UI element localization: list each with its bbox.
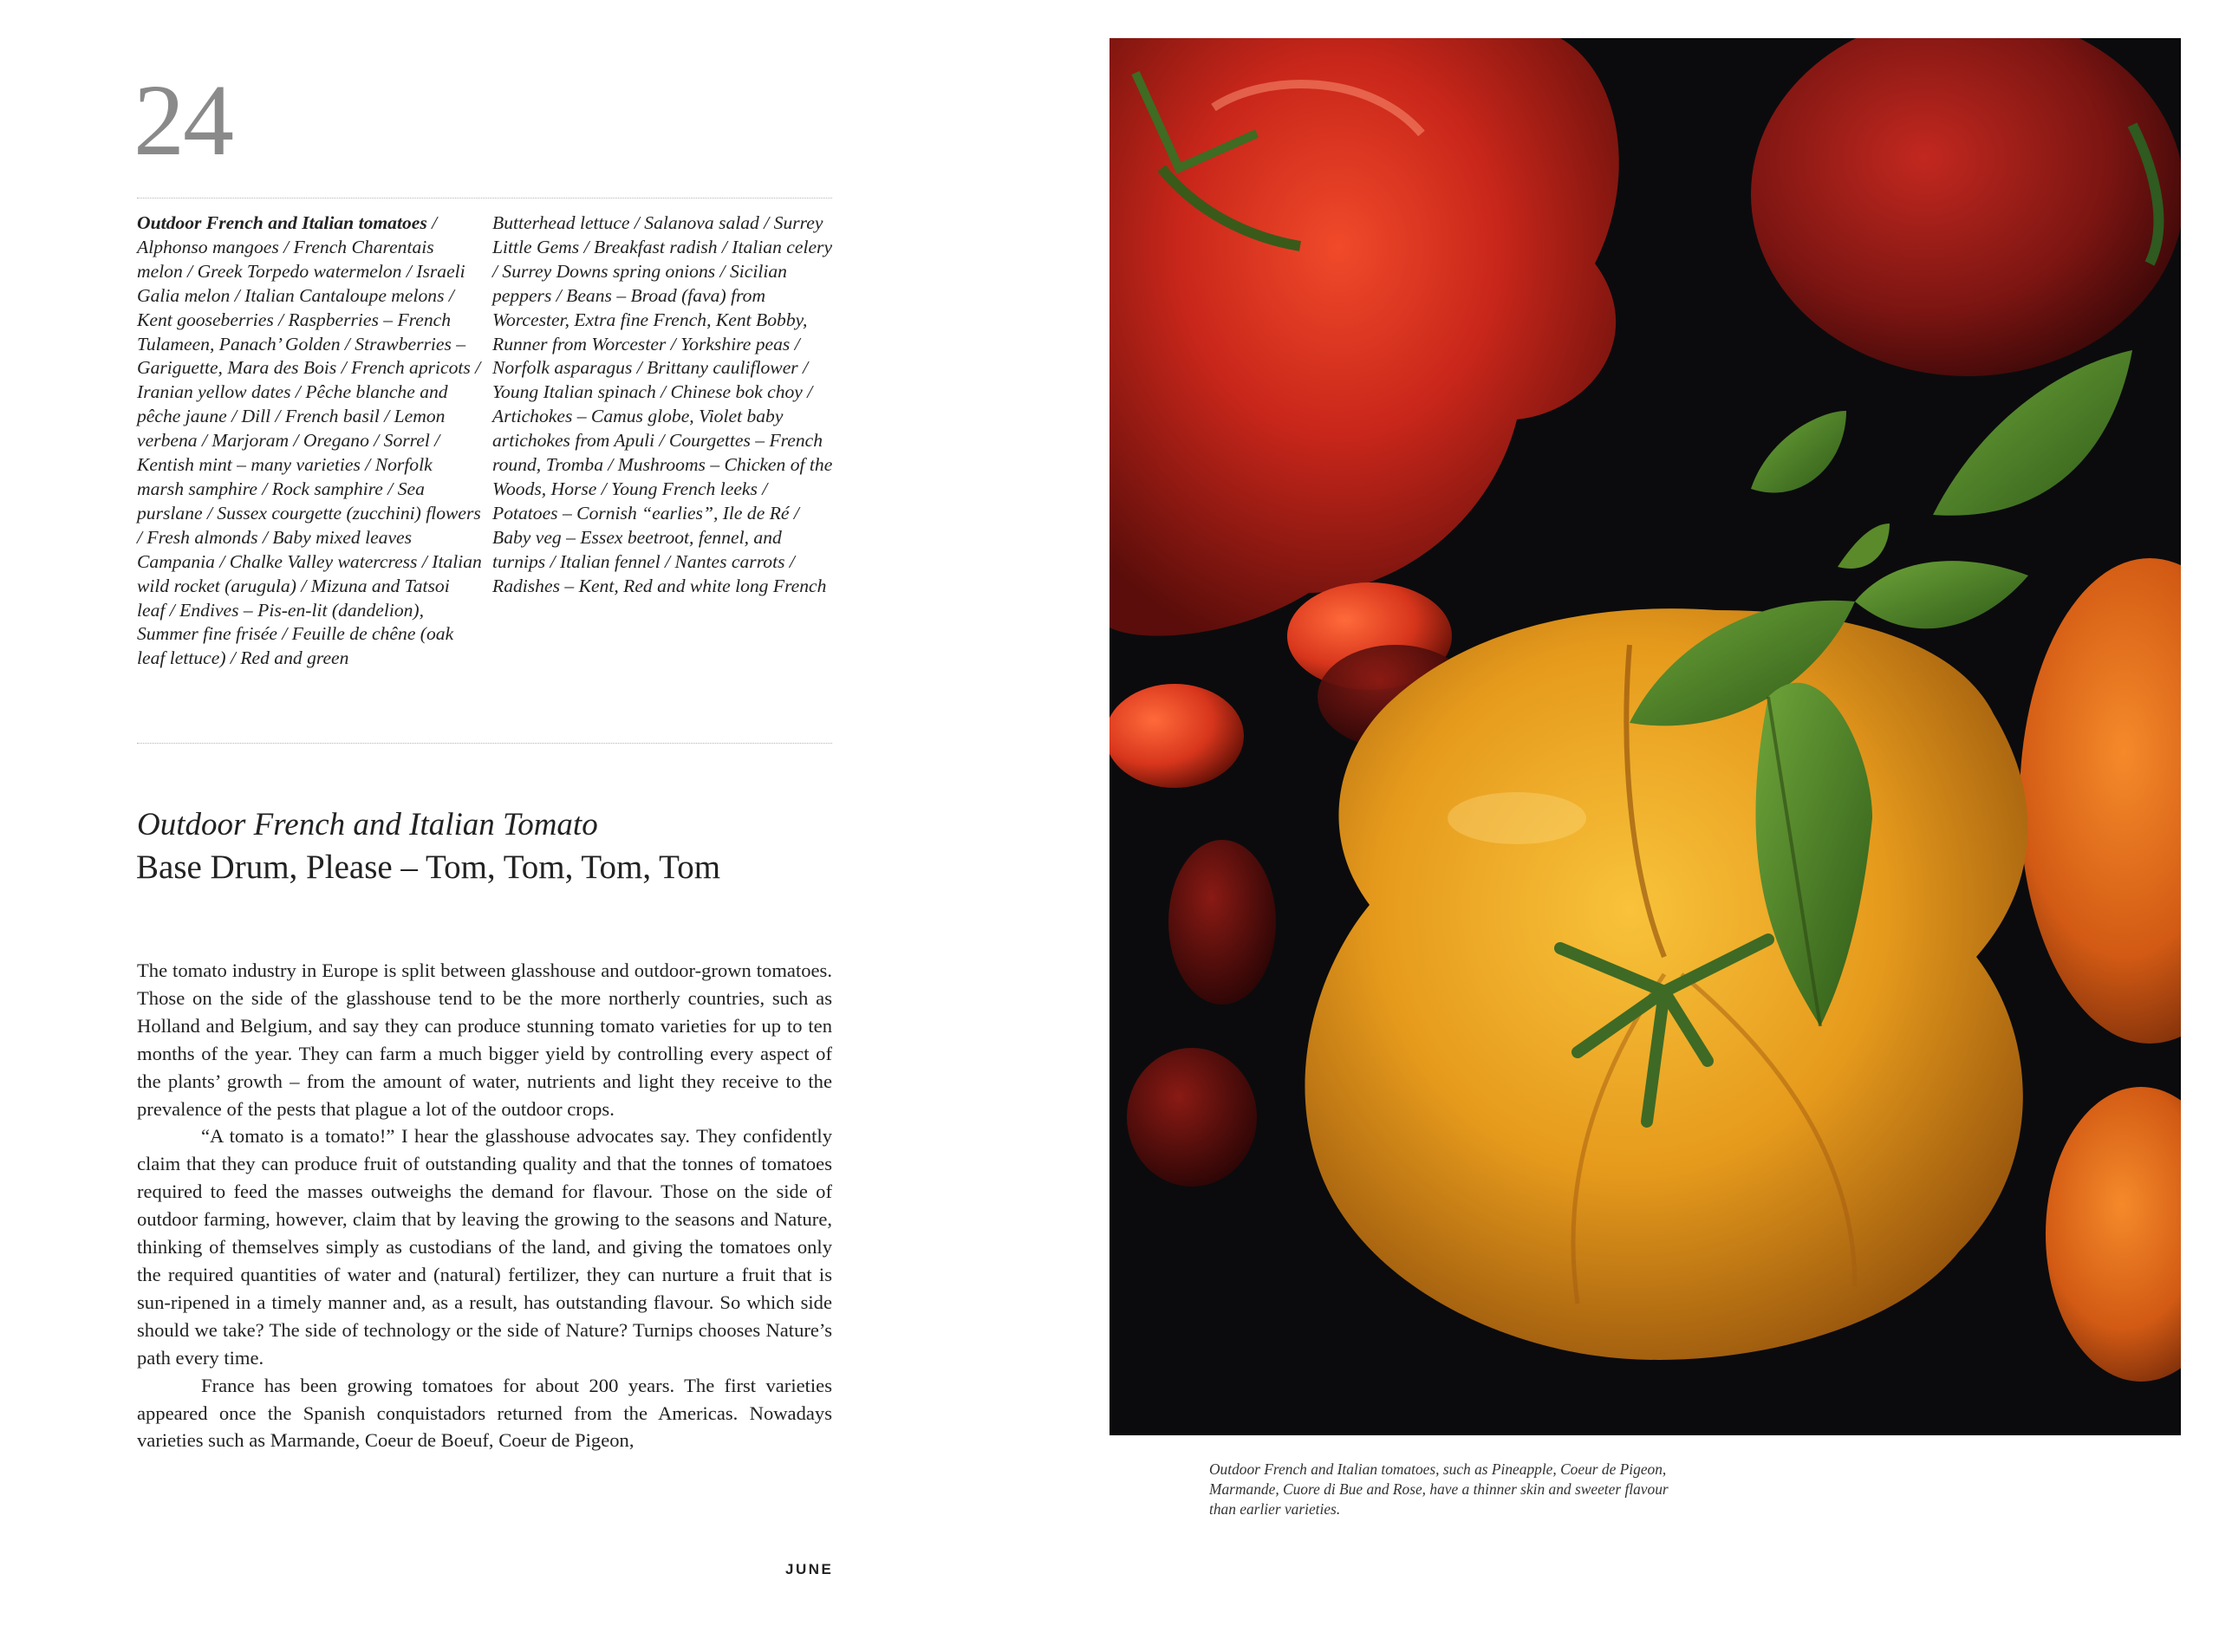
body-paragraph: The tomato industry in Europe is split between glasshouse and outdoor-grown tomatoes. Those on the side of the glasshouse tend to be the more northerly countries, such as Holland and Belgium, and say they can produce stunning tomato varieties for up to ten months of the year. They can farm a much bigger yield by controlling every aspect of the plants’ growth – from the amount of water, nutrients and light they receive to the prevalence of the pests that plague a lot of the outdoor crops.: [137, 959, 832, 1120]
article-body: [137, 957, 832, 1454]
produce-list-lead: Outdoor French and Italian tomatoes: [137, 212, 427, 233]
produce-list-column-1: [137, 211, 482, 671]
article-title: Base Drum, Please – Tom, Tom, Tom, Tom: [136, 849, 721, 886]
photo-caption: Outdoor French and Italian tomatoes, such as Pineapple, Coeur de Pigeon, Marmande, Cuore di Bue and Rose, have a thinner skin and sweeter flavour than earlier varieties.: [1209, 1460, 1669, 1518]
produce-list-column-2: Butterhead lettuce / Salanova salad / Surrey Little Gems / Breakfast radish / Italian celery / Surrey Downs spring onions / Sicilian peppers / Beans – Broad (fava) from Worcester, Extra fine French, Kent Bobby, Runner from Worcester / Yorkshire peas / Norfolk asparagus / Brittany cauliflower / Young Italian spinach / Chinese bok choy / Artichokes – Camus globe, Violet baby artichokes from Apuli / Courgettes – French round, Tromba / Mushrooms – Chicken of the Woods, Horse / Young French leeks / Potatoes – Cornish “earlies”, Ile de Ré / Baby veg – Essex beetroot, fennel, and turnips / Italian fennel / Nantes carrots / Radishes – Kent, Red and white long French: [492, 212, 833, 596]
tomato-photo: [1110, 38, 2181, 1435]
chapter-number: 24: [133, 63, 232, 177]
produce-list-column-1-text: / Alphonso mangoes / French Charentais melon / Greek Torpedo watermelon / Israeli Galia melon / Italian Cantaloupe melons / Kent gooseberries / Raspberries – French Tulameen, Panach’ Golden / Strawberries – Gariguette, Mara des Bois / French apricots / Iranian yellow dates / Pêche blanche and pêche jaune / Dill / French basil / Lemon verbena / Marjoram / Oregano / Sorrel / Kentish mint – many varieties / Norfolk marsh samphire / Rock samphire / Sea purslane / Sussex courgette (zucchini) flowers / Fresh almonds / Baby mixed leaves Campania / Chalke Valley watercress / Italian wild rocket (arugula) / Mizuna and Tatsoi leaf / Endives – Pis-en-lit (dandelion), Summer fine frisée / Feuille de chêne (oak leaf lettuce) / Red and green: [137, 212, 482, 669]
running-footer: JUNE: [785, 1561, 834, 1577]
tomato-illustration: [1110, 38, 2181, 1435]
body-paragraph: France has been growing tomatoes for about 200 years. The first varieties appeared once the Spanish conquistadors returned from the Americas. Nowadays varieties such as Marmande, Coeur de Boeuf, Coeur de Pigeon,: [137, 1374, 832, 1452]
body-paragraph: “A tomato is a tomato!” I hear the glasshouse advocates say. They confidently claim that they can produce fruit of outstanding quality and that the tonnes of tomatoes required to feed the masses outweighs the demand for flavour. Those on the side of outdoor farming, however, claim that by leaving the growing to the seasons and Nature, thinking of themselves simply as custodians of the land, and giving the tomatoes only the required quantities of water and (natural) fertilizer, they can nurture a fruit that is sun-ripened in a timely manner and, as a result, has outstanding flavour. So which side should we take? The side of technology or the side of Nature? Turnips chooses Nature’s path every time.: [137, 1125, 832, 1369]
article-subtitle: Outdoor French and Italian Tomato: [137, 807, 598, 842]
bottom-divider: [137, 743, 832, 744]
